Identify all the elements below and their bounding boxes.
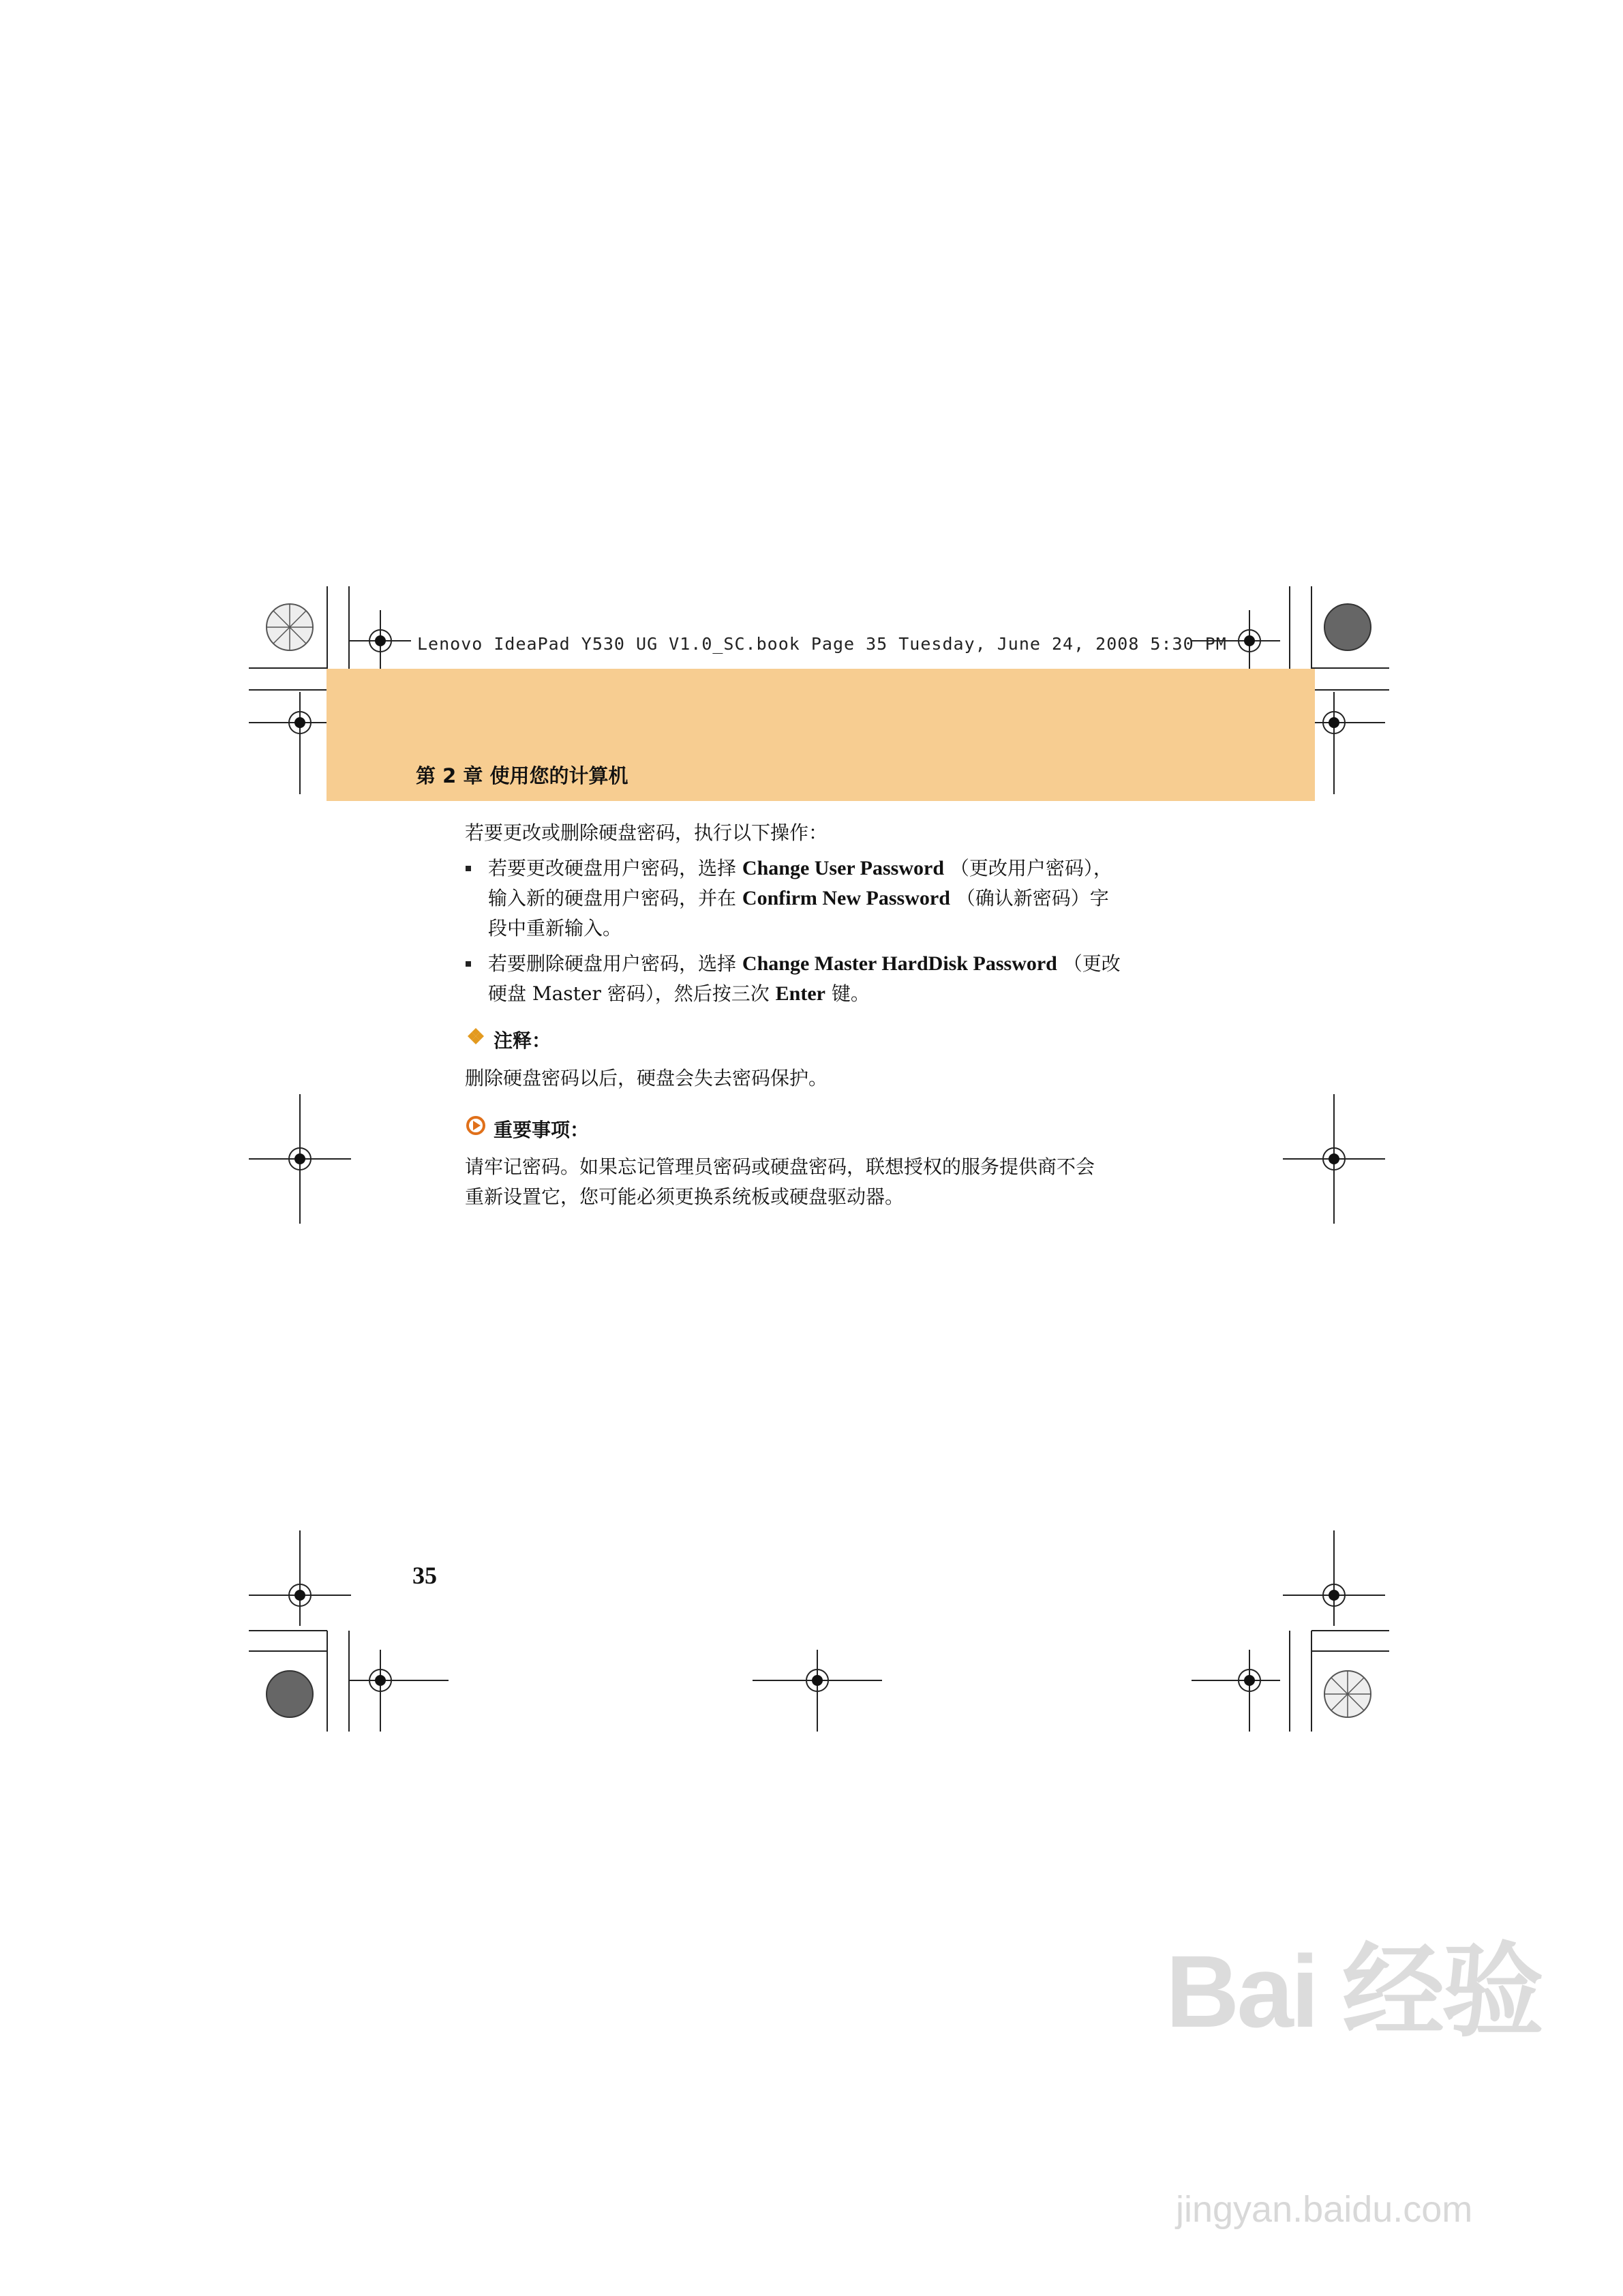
book-header-line: Lenovo IdeaPad Y530 UG V1.0_SC.book Page 35 Tuesday, June 24, 2008 5:30 PM: [417, 634, 1227, 654]
bullet-2-line-2: 硬盘 Master 密码），然后按三次 Enter 键。: [488, 982, 870, 1005]
note-text: 删除硬盘密码以后，硬盘会失去密码保护。: [465, 1067, 828, 1089]
menu-option-change-user-password: Change User Password: [742, 857, 945, 879]
bullet-marker: [466, 961, 471, 967]
bullet-marker: [466, 866, 471, 871]
bullet-1-line-2: 输入新的硬盘用户密码，并在 Confirm New Password （确认新密码）字: [488, 887, 1109, 909]
key-enter: Enter: [775, 982, 825, 1005]
important-heading: 重要事项：: [494, 1119, 590, 1141]
note-heading: 注释：: [494, 1029, 551, 1052]
menu-option-change-master-harddisk-password: Change Master HardDisk Password: [742, 952, 1057, 975]
bullet-1-line-3: 段中重新输入。: [488, 917, 622, 939]
important-text-line-1: 请牢记密码。如果忘记管理员密码或硬盘密码，联想授权的服务提供商不会: [465, 1155, 1095, 1178]
bullet-2-line-1: 若要删除硬盘用户密码，选择 Change Master HardDisk Password （更改: [488, 952, 1121, 975]
important-text-line-2: 重新设置它，您可能必须更换系统板或硬盘驱动器。: [465, 1185, 905, 1208]
watermark-url: jingyan.baidu.com: [1176, 2189, 1473, 2230]
baidu-jingyan-watermark-logo: Bai 经验: [1166, 1934, 1542, 2049]
page-number: 35: [412, 1562, 437, 1589]
chapter-title: 第 2 章 使用您的计算机: [416, 764, 628, 787]
bullet-1-line-1: 若要更改硬盘用户密码，选择 Change User Password （更改用户密码），: [488, 857, 1112, 879]
intro-paragraph: 若要更改或删除硬盘密码，执行以下操作：: [465, 821, 828, 844]
menu-option-confirm-new-password: Confirm New Password: [742, 887, 950, 909]
